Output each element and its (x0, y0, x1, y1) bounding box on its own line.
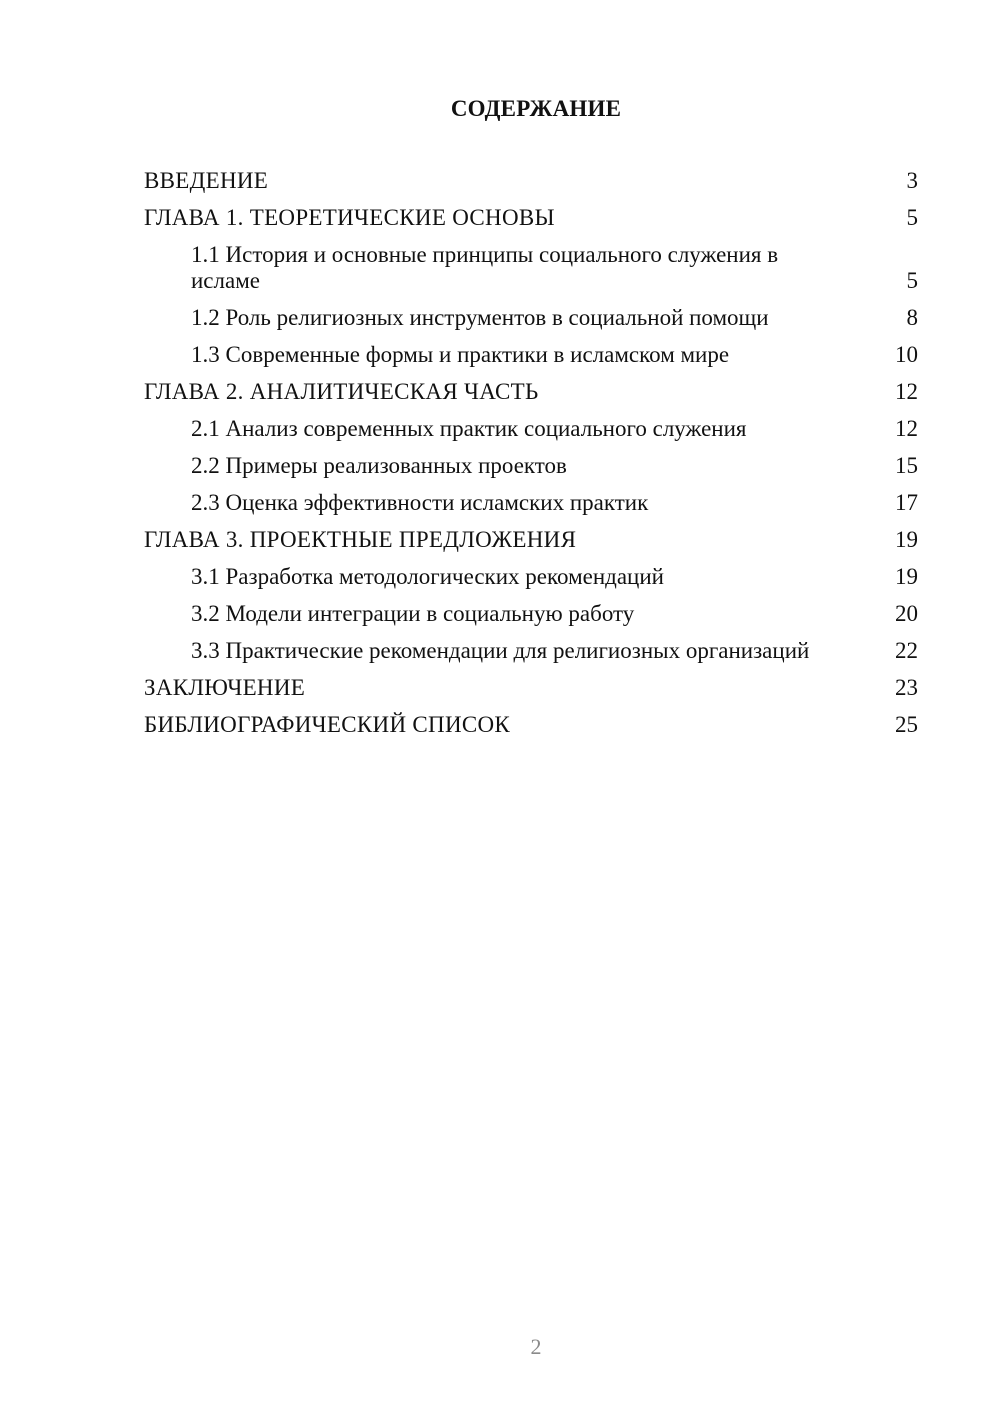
toc-entry-title: 2.2 Примеры реализованных проектов (191, 453, 567, 478)
toc-entry-title: 1.3 Современные формы и практики в исламском мире (191, 342, 730, 367)
toc-entry-title: 3.2 Модели интеграции в социальную работу (191, 601, 635, 626)
toc-entry-page: 22 (895, 638, 918, 663)
toc-entry-bibliography (144, 712, 918, 738)
toc-entry-page: 3 (906, 168, 918, 193)
toc-entry-conclusion (144, 675, 918, 701)
toc-entry-title: ГЛАВА 1. ТЕОРЕТИЧЕСКИЕ ОСНОВЫ (144, 205, 555, 230)
toc-entry-title: 1.1 История и основные принципы социального служения в исламе (191, 242, 779, 293)
toc-entry-section-3-2 (144, 601, 918, 627)
toc-entry-title: БИБЛИОГРАФИЧЕСКИЙ СПИСОК (144, 712, 511, 737)
toc-entry-section-1-1 (144, 242, 918, 294)
toc-entry-title: 1.2 Роль религиозных инструментов в социальной помощи (191, 305, 769, 330)
toc-entry-title: ГЛАВА 2. АНАЛИТИЧЕСКАЯ ЧАСТЬ (144, 379, 539, 404)
toc-entry-page: 8 (906, 305, 918, 330)
toc-entry-section-1-2 (144, 305, 918, 331)
toc-entry-page: 10 (895, 342, 918, 367)
toc-entry-page: 19 (895, 527, 918, 552)
toc-entry-page: 19 (895, 564, 918, 589)
toc-entry-title: ЗАКЛЮЧЕНИЕ (144, 675, 306, 700)
toc-entry-title: 2.1 Анализ современных практик социального служения (191, 416, 747, 441)
toc-entry-title: 3.3 Практические рекомендации для религиозных организаций (191, 638, 810, 663)
toc-entry-page: 12 (895, 379, 918, 404)
toc-entry-page: 20 (895, 601, 918, 626)
toc-entry-page: 17 (895, 490, 918, 515)
toc-entry-page: 15 (895, 453, 918, 478)
toc-entry-page: 5 (906, 268, 918, 293)
toc-entry-chapter-3 (144, 527, 918, 553)
toc-entry-title: ГЛАВА 3. ПРОЕКТНЫЕ ПРЕДЛОЖЕНИЯ (144, 527, 577, 552)
toc-entry-title: 2.3 Оценка эффективности исламских практик (191, 490, 649, 515)
toc-entry-title: 3.1 Разработка методологических рекомендаций (191, 564, 664, 589)
toc-entry-section-1-3 (144, 342, 918, 368)
toc-entry-chapter-1 (144, 205, 918, 231)
toc-entry-page: 12 (895, 416, 918, 441)
toc-entry-page: 23 (895, 675, 918, 700)
toc-entry-title: ВВЕДЕНИЕ (144, 168, 269, 193)
page-number: 2 (530, 1334, 542, 1359)
toc-entry-section-2-1 (144, 416, 918, 442)
toc-entry-section-2-3 (144, 490, 918, 516)
toc-entry-section-3-3 (144, 638, 918, 664)
toc-entry-chapter-2 (144, 379, 918, 405)
toc-entry-section-2-2 (144, 453, 918, 479)
toc-entry-introduction (144, 168, 918, 194)
toc-heading: СОДЕРЖАНИЕ (450, 96, 622, 121)
toc-entry-section-3-1 (144, 564, 918, 590)
table-of-contents (144, 168, 918, 749)
toc-entry-page: 5 (906, 205, 918, 230)
toc-entry-page: 25 (895, 712, 918, 737)
